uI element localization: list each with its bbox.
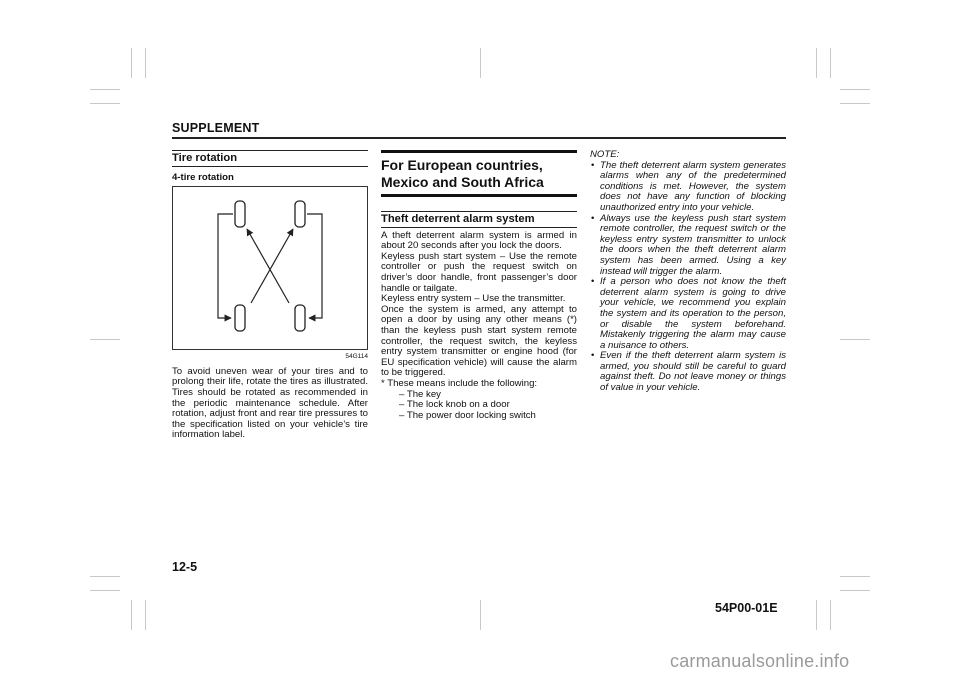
crop-mark <box>830 48 831 78</box>
section-title-tire-rotation: Tire rotation <box>172 152 238 164</box>
main-title: For European countries, Mexico and South Africa <box>381 157 544 190</box>
crop-mark <box>145 600 146 630</box>
bullet-icon: • <box>591 159 595 171</box>
list-item <box>590 351 786 393</box>
bullet-icon: • <box>591 212 595 224</box>
paragraph: Keyless push start system – Use the remote controller or push the request switch on driver’s door handle, front passenger’s door handle or tailgate. <box>381 250 577 294</box>
crop-mark <box>90 576 120 577</box>
crop-mark <box>90 103 120 104</box>
crop-mark <box>480 48 481 78</box>
page-header-title: SUPPLEMENT <box>172 121 260 135</box>
crop-mark <box>840 89 870 90</box>
paragraph: Once the system is armed, any attempt to open a door by using any other means (*) than the keyless push start system remote controller, the request switch, the keyless entry system transmitter or engine hood (for EU specification vehicle) will cause the alarm to be triggered. <box>381 303 577 379</box>
crop-mark <box>145 48 146 78</box>
note-bullet-text: Even if the theft deterrent alarm system is armed, you should still be careful to guard against theft. Do not leave money or things of value in your vehicle. <box>600 350 786 394</box>
list-item: – The lock knob on a door <box>399 399 510 411</box>
note-bullet-text: If a person who does not know the theft deterrent alarm system is going to drive your vehicle, we recommend you explain the system and its operation to the person, or disable the system beforehand. Mistakenly triggering the alarm may cause a nuisance to others. <box>600 276 786 351</box>
crop-mark <box>90 339 120 340</box>
note-label: NOTE: <box>590 149 620 160</box>
paragraph: * These means include the following: <box>381 377 538 389</box>
page-number: 12-5 <box>172 560 198 574</box>
list-item: – The key <box>399 388 441 400</box>
crop-mark <box>840 103 870 104</box>
list-item <box>590 161 786 214</box>
tire-rotation-paragraph: To avoid uneven wear of your tires and to prolong their life, rotate the tires as illustrated. Tires should be rotated as recommended in the periodic maintenance schedule. After rotation, adjust front and rear tire pressures to the specification listed on your vehicle’s tire information label. <box>172 365 368 441</box>
crop-mark <box>131 600 132 630</box>
note-bullet-text: The theft deterrent alarm system generates alarms when any of the predetermined conditions is met. However, the system does not have any function of blocking unauthorized entry into your vehicle. <box>600 159 786 213</box>
crop-mark <box>830 600 831 630</box>
figure-code: 54G114 <box>345 353 368 361</box>
tire-rotation-diagram-icon <box>173 187 367 349</box>
bullet-icon: • <box>591 350 595 362</box>
list-item: – The power door locking switch <box>399 409 536 421</box>
section-rule-bottom <box>172 166 368 167</box>
crop-mark <box>90 590 120 591</box>
crop-mark <box>816 600 817 630</box>
crop-mark <box>840 576 870 577</box>
bullet-icon: • <box>591 276 595 288</box>
document-code: 54P00-01E <box>715 601 778 615</box>
list-item <box>590 277 786 351</box>
left-column <box>172 150 368 441</box>
watermark: carmanualsonline.info <box>670 651 850 671</box>
crop-mark <box>840 590 870 591</box>
paragraph: A theft deterrent alarm system is armed in about 20 seconds after you lock the doors. <box>381 229 577 252</box>
crop-mark <box>840 339 870 340</box>
paragraph: Keyless entry system – Use the transmitter. <box>381 293 566 305</box>
middle-column <box>381 150 577 421</box>
note-bullet-text: Always use the keyless push start system remote controller, the request switch or the keyless entry system transmitter to unlock the doors when the theft deterrent alarm system has been armed. Using a key instead will trigger the alarm. <box>600 212 786 277</box>
right-column <box>590 150 786 394</box>
crop-mark <box>131 48 132 78</box>
crop-mark <box>480 600 481 630</box>
subheading-4-tire-rotation: 4-tire rotation <box>172 171 234 183</box>
section-title-theft-alarm: Theft deterrent alarm system <box>381 213 535 225</box>
crop-mark <box>816 48 817 78</box>
tire-rotation-figure <box>172 186 368 350</box>
crop-mark <box>90 89 120 90</box>
list-item <box>590 214 786 278</box>
header-rule <box>172 137 786 139</box>
